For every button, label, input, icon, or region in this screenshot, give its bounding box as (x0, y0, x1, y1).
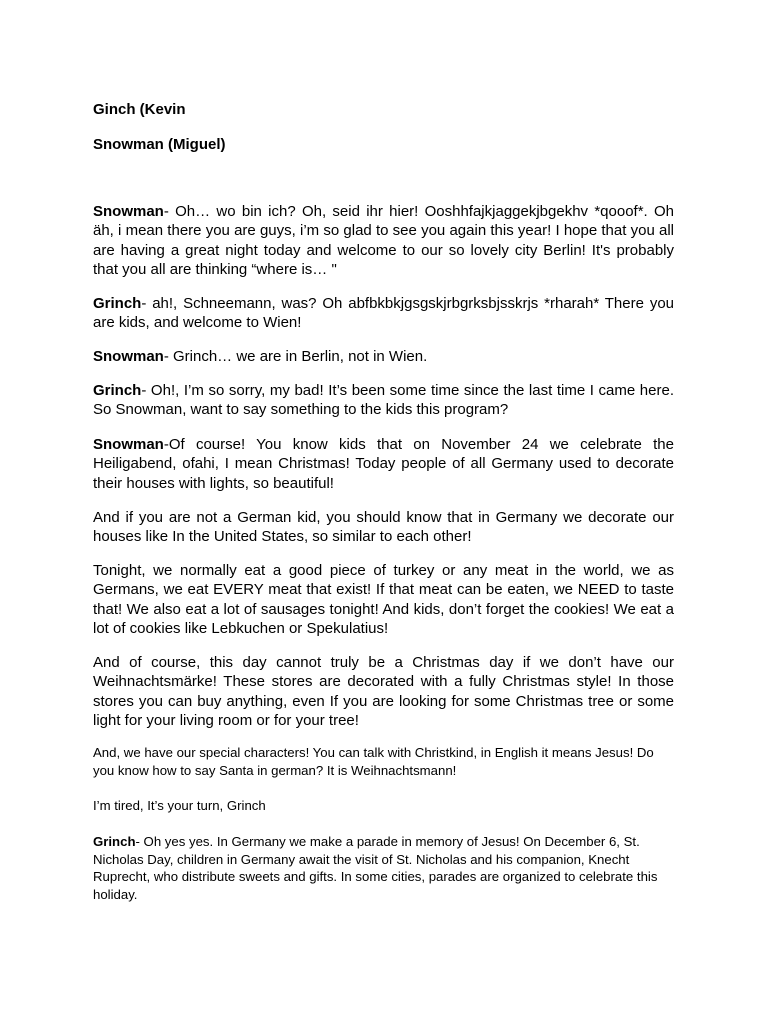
dialogue-paragraph-1 (93, 202, 674, 279)
dialogue-paragraph-6 (93, 508, 674, 547)
cast-line-grinch: Ginch (Kevin (93, 101, 186, 118)
speaker-name: Snowman (93, 436, 164, 453)
speaker-name: Grinch (93, 834, 136, 849)
dialogue-paragraph-7 (93, 561, 674, 638)
speaker-name: Grinch (93, 382, 142, 399)
dialogue-text: -Of course! You know kids that on November 24 we celebrate the Heiligabend, ofahi, I mean Christmas! Today people of all Germany used to decorate their houses with lights, so beautiful! (93, 436, 674, 492)
dialogue-paragraph-11 (93, 833, 674, 903)
dialogue-text: And of course, this day cannot truly be a Christmas day if we don’t have our Weihnachtsmärke! These stores are decorated with a fully Christmas style! In those stores you can buy anything, even If you are looking for some Christmas tree or some light for your living room or for your tree! (93, 654, 674, 729)
dialogue-text: - Oh yes yes. In Germany we make a parade in memory of Jesus! On December 6, St. Nicholas Day, children in Germany await the visit of St. Nicholas and his companion, Knecht Ruprecht, who distribute sweets and gifts. In some cities, parades are organized to celebrate this holiday. (93, 834, 658, 902)
dialogue-paragraph-5 (93, 435, 674, 493)
dialogue-paragraph-8 (93, 653, 674, 730)
speaker-name: Snowman (93, 203, 164, 220)
dialogue-text: And if you are not a German kid, you should know that in Germany we decorate our houses like In the United States, so similar to each other! (93, 509, 674, 546)
dialogue-paragraph-4 (93, 381, 674, 420)
speaker-name: Grinch (93, 295, 142, 312)
dialogue-text: - ah!, Schneemann, was? Oh abfbkbkjgsgskjrbgrksbjsskrjs *rharah* There you are kids, and welcome to Wien! (93, 295, 674, 332)
dialogue-text: And, we have our special characters! You can talk with Christkind, in English it means Jesus! Do you know how to say Santa in german? It is Weihnachtsmann! (93, 745, 654, 778)
dialogue-text: I’m tired, It’s your turn, Grinch (93, 798, 266, 813)
dialogue-paragraph-3 (93, 347, 674, 366)
cast-line-snowman: Snowman (Miguel) (93, 136, 226, 153)
dialogue-text: - Oh!, I’m so sorry, my bad! It’s been some time since the last time I came here. So Snowman, want to say something to the kids this program? (93, 382, 674, 419)
dialogue-text: - Oh… wo bin ich? Oh, seid ihr hier! Ooshhfajkjaggekjbgekhv *qooof*. Oh äh, i mean there you are guys, i’m so glad to see you again this year! I hope that you all are having a great night today and welcome to our so lovely city Berlin! It's probably that you all are thinking “where is… " (93, 203, 674, 278)
dialogue-paragraph-2 (93, 294, 674, 333)
dialogue-paragraph-9 (93, 744, 674, 779)
speaker-name: Snowman (93, 348, 164, 365)
dialogue-text: - Grinch… we are in Berlin, not in Wien. (163, 348, 428, 365)
dialogue-text: Tonight, we normally eat a good piece of turkey or any meat in the world, we as Germans, we eat EVERY meat that exist! If that meat can be eaten, we NEED to taste that! We also eat a lot of sausages tonight! And kids, don’t forget the cookies! We eat a lot of cookies like Lebkuchen or Spekulatius! (93, 562, 674, 637)
dialogue-paragraph-10 (93, 797, 674, 815)
